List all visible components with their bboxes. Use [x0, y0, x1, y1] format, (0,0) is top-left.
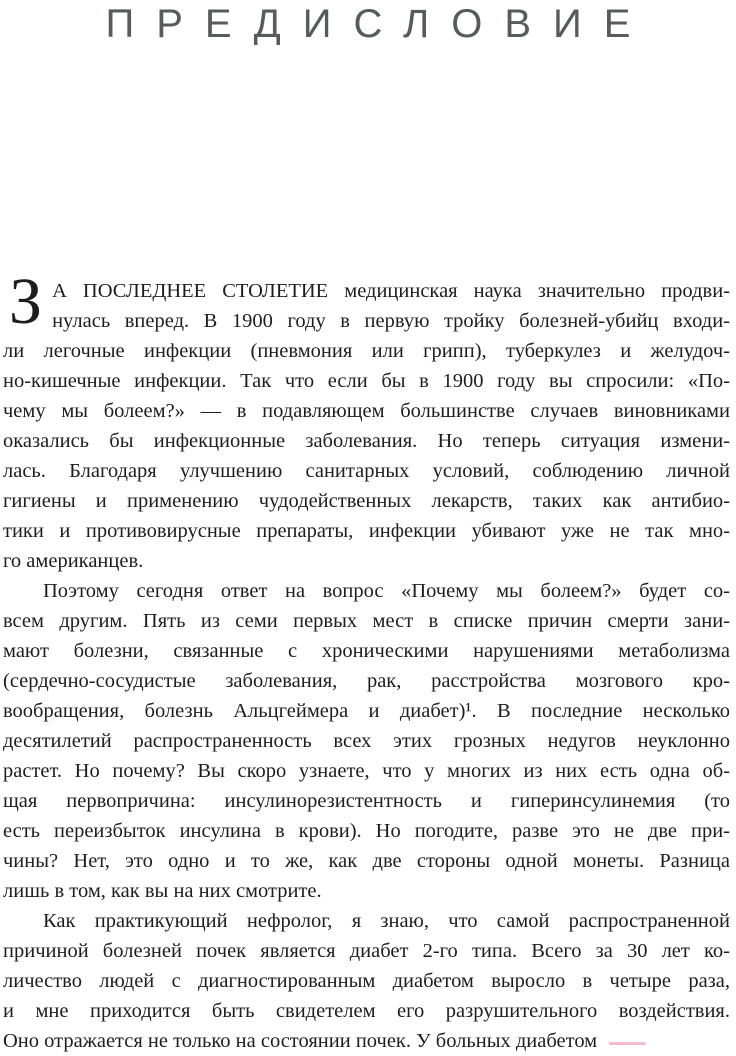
paragraph — [3, 265, 730, 576]
drop-cap: З — [9, 265, 43, 338]
text-line: и мне приходится быть свидетелем его разрушительного воздействия. — [3, 1000, 730, 1022]
text-line: щая первопричина: инсулинорезистентность и гиперинсулинемия (то — [3, 790, 730, 812]
text-line: ли легочные инфекции (пневмония или грипп), туберкулез и желудоч- — [3, 340, 730, 362]
text-line: гигиены и применению чудодейственных лекарств, таких как антибио- — [3, 490, 730, 512]
text-line: чему мы болеем?» — в подавляющем большинстве случаев виновниками — [3, 400, 730, 422]
text-line: (сердечно-сосудистые заболевания, рак, расстройства мозгового кро- — [3, 670, 730, 692]
text-line: нулась вперед. В 1900 году в первую тройку болезней-убийц входи- — [52, 310, 730, 332]
text-line: растет. Но почему? Вы скоро узнаете, что у многих из них есть одна об- — [3, 760, 730, 782]
text-line: оказались бы инфекционные заболевания. Но теперь ситуация измени- — [3, 430, 730, 452]
text-line: личество людей с диагностированным диабетом выросло в четыре раза, — [3, 970, 730, 992]
text-line: Как практикующий нефролог, я знаю, что самой распространенной — [43, 910, 730, 932]
text-line: есть переизбыток инсулина в крови). Но погодите, разве это не две при- — [3, 820, 730, 842]
text-line: го американцев. — [3, 550, 144, 572]
paragraph — [3, 576, 730, 906]
text-line: А ПОСЛЕДНЕЕ СТОЛЕТИЕ медицинская наука значительно продви- — [52, 280, 730, 302]
text-line: тики и противовирусные препараты, инфекции убивают уже не так мно- — [3, 520, 730, 542]
text-line: чины? Нет, это одно и то же, как две стороны одной монеты. Разница — [3, 850, 730, 872]
text-line: десятилетий распространенность всех этих грозных недугов неуклонно — [3, 730, 730, 752]
scan-artifact-underline — [609, 1042, 646, 1045]
text-line: лишь в том, как вы на них смотрите. — [3, 880, 322, 902]
text-line: вообращения, болезнь Альцгеймера и диабет)¹. В последние несколько — [3, 700, 730, 722]
text-line: лась. Благодаря улучшению санитарных условий, соблюдению личной — [3, 460, 730, 482]
page-title: ПРЕДИСЛОВИЕ — [105, 2, 653, 46]
text-line: но-кишечные инфекции. Так что если бы в 1900 году вы спросили: «По- — [3, 370, 730, 392]
text-line: Оно отражается не только на состоянии почек. У больных диабетом — [3, 1030, 598, 1052]
text-line: всем другим. Пять из семи первых мест в списке причин смерти зани- — [3, 610, 730, 632]
text-line: причиной болезней почек является диабет 2-го типа. Всего за 30 лет ко- — [3, 940, 730, 962]
text-line: Поэтому сегодня ответ на вопрос «Почему мы болеем?» будет со- — [43, 580, 730, 602]
paragraph — [3, 906, 730, 1056]
text-line: мают болезни, связанные с хроническими нарушениями метаболизма — [3, 640, 730, 662]
body-text — [0, 265, 736, 1056]
